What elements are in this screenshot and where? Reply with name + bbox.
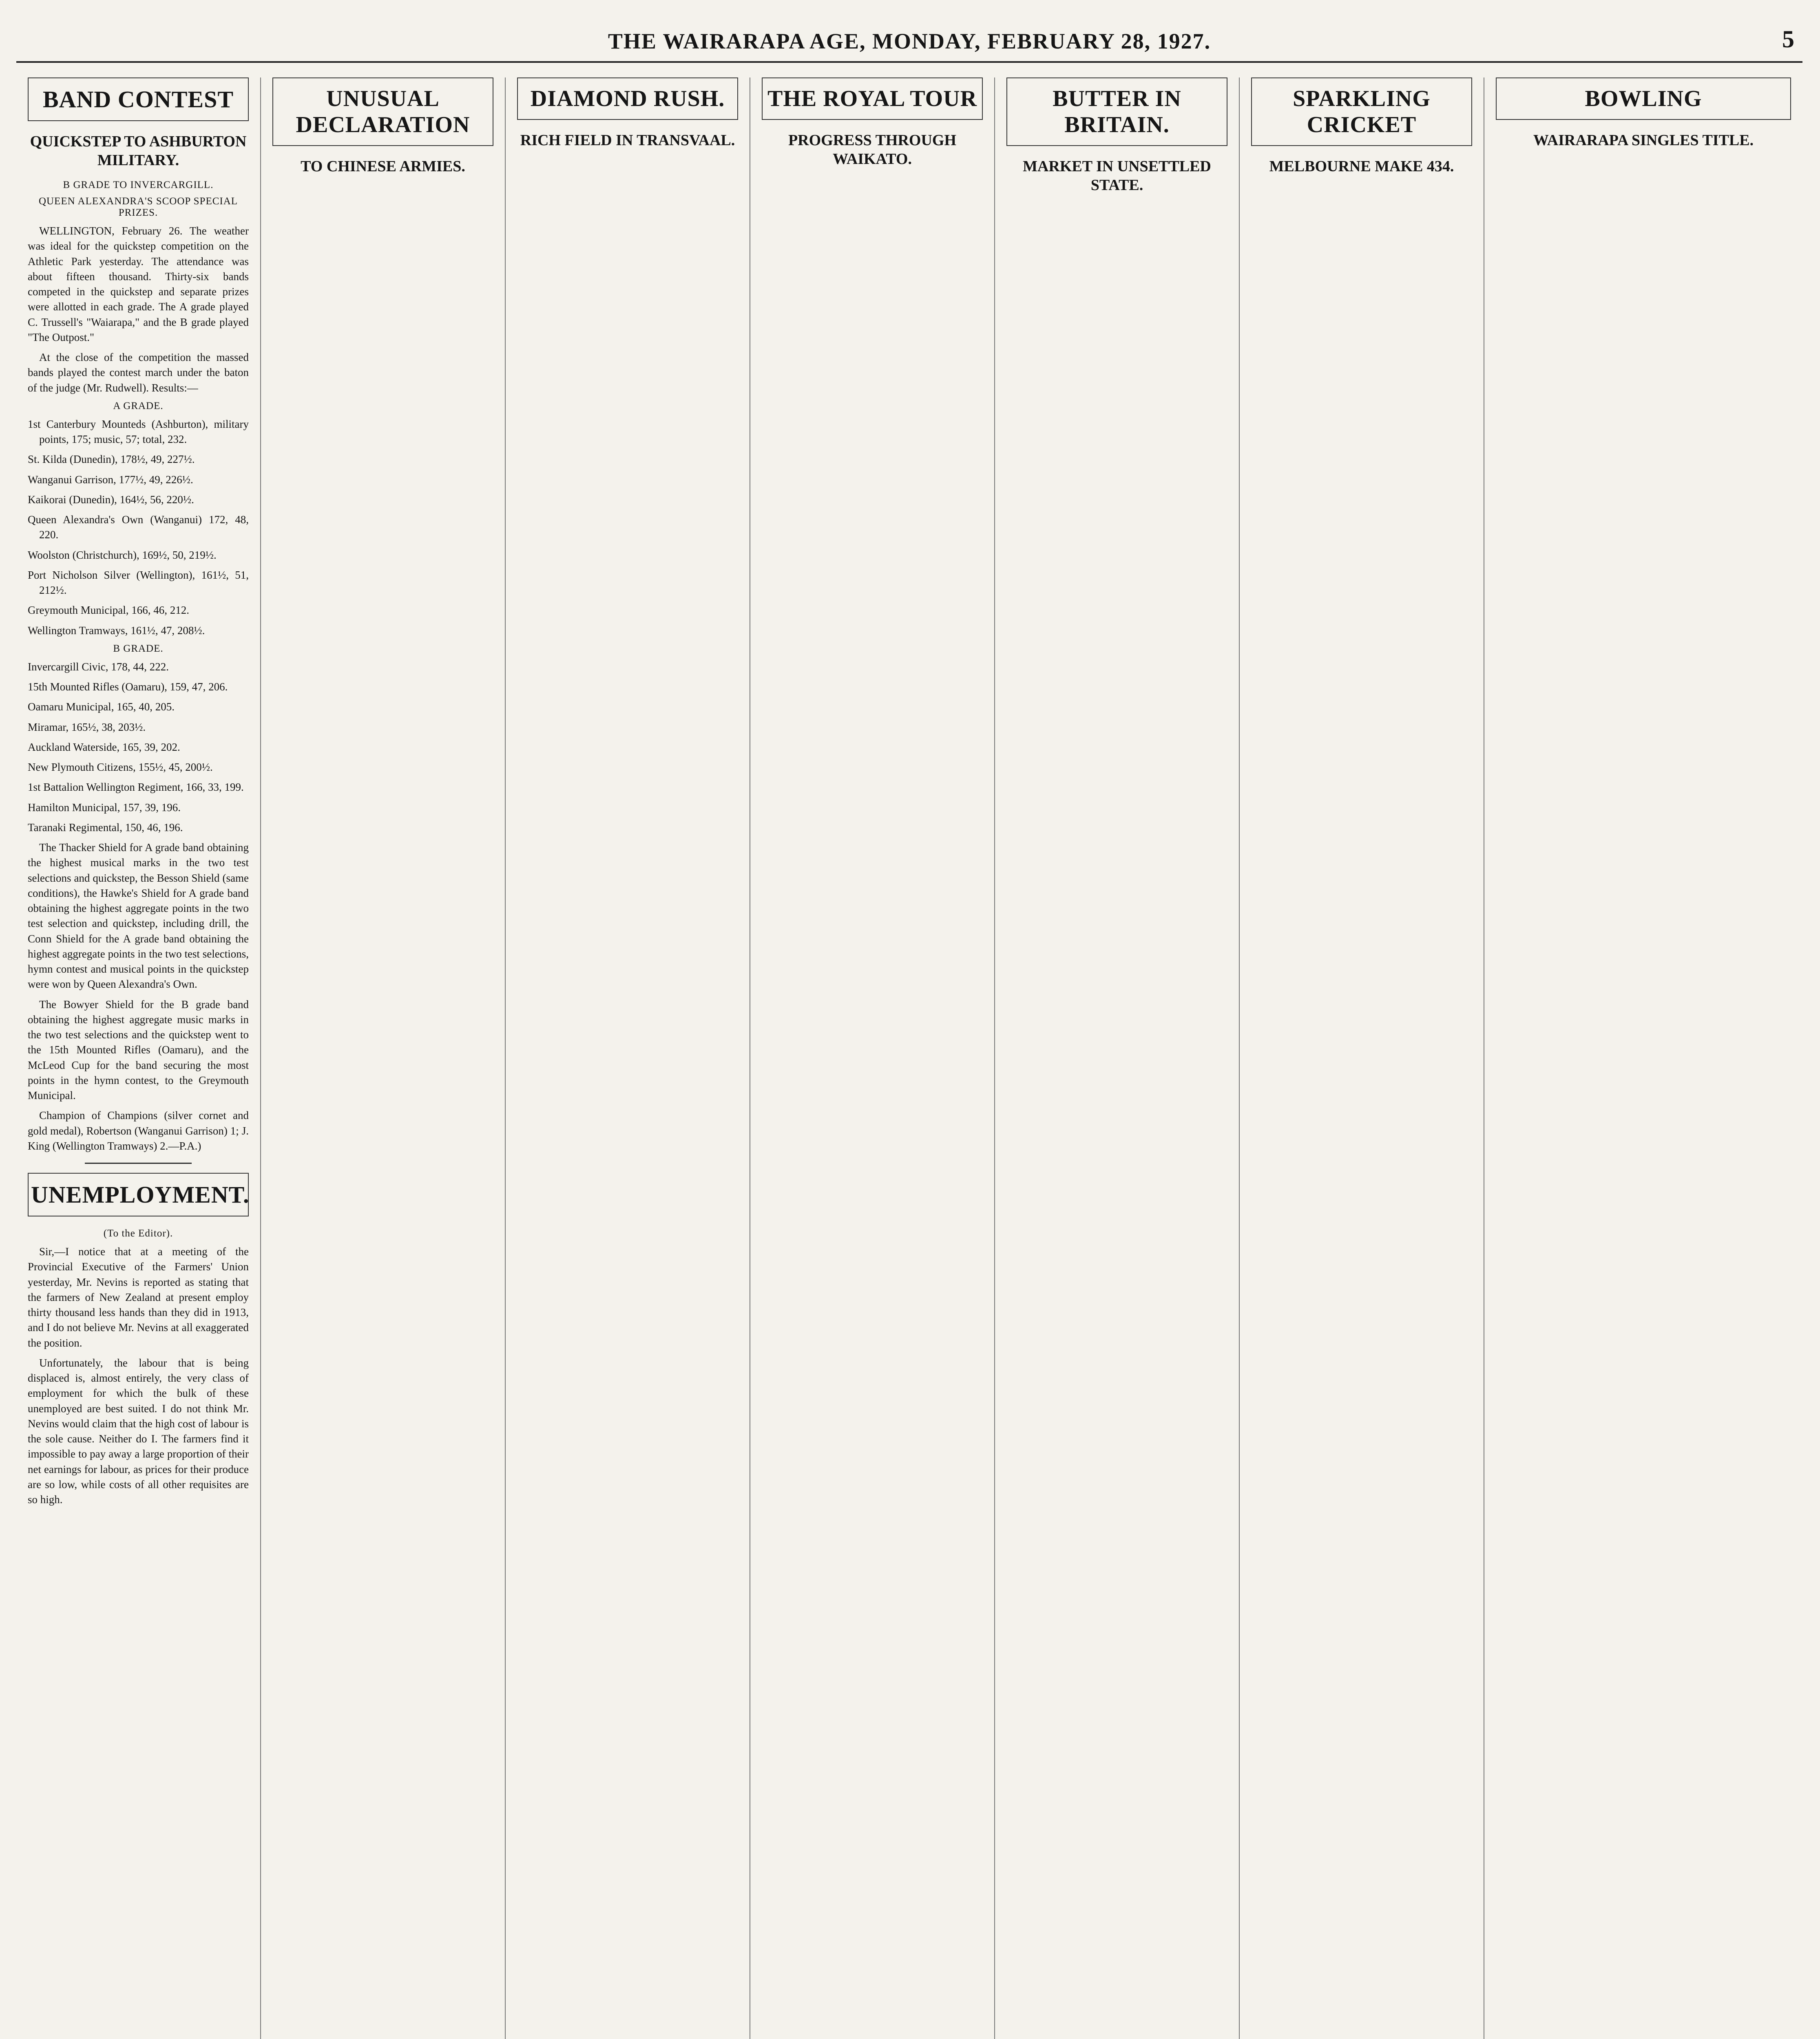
column-subheading: RICH FIELD IN TRANSVAAL. xyxy=(520,132,735,149)
band-contest-kicker: B GRADE TO INVERCARGILL. xyxy=(63,179,214,191)
masthead xyxy=(16,16,1802,63)
column-subheading: MELBOURNE MAKE 434. xyxy=(1269,158,1454,175)
page-number: 5 xyxy=(1782,26,1794,53)
result-line: 1st Battalion Wellington Regiment, 166, 33, 199. xyxy=(28,781,244,794)
result-line: Taranaki Regimental, 150, 46, 196. xyxy=(28,821,183,834)
column-heading: BOWLING xyxy=(1496,77,1791,120)
article-paragraph: WELLINGTON, February 26. The weather was ideal for the quickstep competition on the Athletic Park yesterday. The attendance was about fifteen thousand. Thirty-six bands competed in the quickstep and separate prizes were allotted in each grade. The A grade played C. Trussell's "Waiarapa," and the B grade played "The Outpost." xyxy=(28,225,249,343)
column-heading: SPARKLING CRICKET xyxy=(1251,77,1472,146)
result-line: Woolston (Christchurch), 169½, 50, 219½. xyxy=(28,548,217,561)
column-subheading: WAIRARAPA SINGLES TITLE. xyxy=(1533,132,1754,149)
result-line: Invercargill Civic, 178, 44, 222. xyxy=(28,660,169,673)
grade-label: A GRADE. xyxy=(113,400,164,411)
column-heading: BUTTER IN BRITAIN. xyxy=(1006,77,1227,146)
band-contest-heading: BAND CONTEST xyxy=(28,77,249,121)
result-line: Queen Alexandra's Own (Wanganui) 172, 48, 220. xyxy=(28,513,249,541)
result-line: Kaikorai (Dunedin), 164½, 56, 220½. xyxy=(28,493,194,506)
newspaper-title: THE WAIRARAPA AGE, MONDAY, FEBRUARY 28, 1927. xyxy=(608,29,1211,53)
column-4 xyxy=(750,77,995,2039)
band-contest-kicker: QUEEN ALEXANDRA'S SCOOP SPECIAL PRIZES. xyxy=(38,196,238,219)
band-contest-subheading: QUICKSTEP TO ASHBURTON MILITARY. xyxy=(30,133,247,169)
column-subheading: TO CHINESE ARMIES. xyxy=(301,158,465,175)
result-line: 1st Canterbury Mounteds (Ashburton), military points, 175; music, 57; total, 232. xyxy=(28,418,249,446)
article-paragraph: Champion of Champions (silver cornet and gold medal), Robertson (Wanganui Garrison) 1; J. King (Wellington Tramways) 2.—P.A.) xyxy=(28,1109,249,1152)
article-paragraph: The Thacker Shield for A grade band obtaining the highest musical marks in the two test selections and quickstep, the Besson Shield (same conditions), the Hawke's Shield for A grade band obtaining the highest aggregate points in the two test selection and quickstep, including drill, the Conn Shield for the A grade band obtaining the highest aggregate points in the two test selections, hymn contest and musical points in the quickstep were won by Queen Alexandra's Own. xyxy=(28,841,249,991)
column-heading: UNUSUAL DECLARATION xyxy=(272,77,493,146)
article-paragraph: At the close of the competition the massed bands played the contest march under the baton of the judge (Mr. Rudwell). Results:— xyxy=(28,351,249,394)
result-line: Auckland Waterside, 165, 39, 202. xyxy=(28,741,180,753)
result-line: Oamaru Municipal, 165, 40, 205. xyxy=(28,701,175,713)
letter-attribution: (To the Editor). xyxy=(103,1228,173,1239)
column-subheading: PROGRESS THROUGH WAIKATO. xyxy=(788,132,957,168)
column-heading: THE ROYAL TOUR xyxy=(762,77,983,120)
column-heading: DIAMOND RUSH. xyxy=(517,77,738,120)
article-paragraph: Sir,—I notice that at a meeting of the Provincial Executive of the Farmers' Union yesterday, Mr. Nevins is reported as stating that the farmers of New Zealand at present employ thirty thousand less hands than they did in 1913, and I do not believe Mr. Nevins at all exaggerated the position. xyxy=(28,1245,249,1349)
result-line: Port Nicholson Silver (Wellington), 161½, 51, 212½. xyxy=(28,568,249,597)
section-divider xyxy=(85,1163,192,1164)
article-paragraph: Unfortunately, the labour that is being displaced is, almost entirely, the very class of employment for which the bulk of these unemployed are best suited. I do not think Mr. Nevins would claim that the high cost of labour is the sole cause. Neither do I. The farmers find it impossible to pay away a large proportion of their net earnings for labour, as prices for their produce are so low, while costs of all other requisites are so high. xyxy=(28,1356,249,1506)
result-line: St. Kilda (Dunedin), 178½, 49, 227½. xyxy=(28,453,195,466)
column-1 xyxy=(16,77,261,2039)
column-3 xyxy=(506,77,750,2039)
result-line: 15th Mounted Rifles (Oamaru), 159, 47, 206. xyxy=(28,681,228,693)
article-paragraph: The Bowyer Shield for the B grade band obtaining the highest aggregate music marks in the two test selections and the quickstep went to the 15th Mounted Rifles (Oamaru), and the McLeod Cup for the band securing the most points in the hymn contest, to the Greymouth Municipal. xyxy=(28,998,249,1102)
result-line: New Plymouth Citizens, 155½, 45, 200½. xyxy=(28,761,213,774)
result-line: Wanganui Garrison, 177½, 49, 226½. xyxy=(28,473,193,486)
column-subheading: MARKET IN UNSETTLED STATE. xyxy=(1023,158,1211,194)
grade-label: B GRADE. xyxy=(113,643,164,654)
result-line: Greymouth Municipal, 166, 46, 212. xyxy=(28,604,189,617)
unemployment-heading: UNEMPLOYMENT. xyxy=(28,1173,249,1216)
column-6 xyxy=(1240,77,1484,2039)
result-line: Hamilton Municipal, 157, 39, 196. xyxy=(28,801,181,814)
result-line: Miramar, 165½, 38, 203½. xyxy=(28,721,146,733)
column-5 xyxy=(995,77,1240,2039)
column-2 xyxy=(261,77,506,2039)
result-line: Wellington Tramways, 161½, 47, 208½. xyxy=(28,624,205,637)
column-7 xyxy=(1484,77,1802,2039)
